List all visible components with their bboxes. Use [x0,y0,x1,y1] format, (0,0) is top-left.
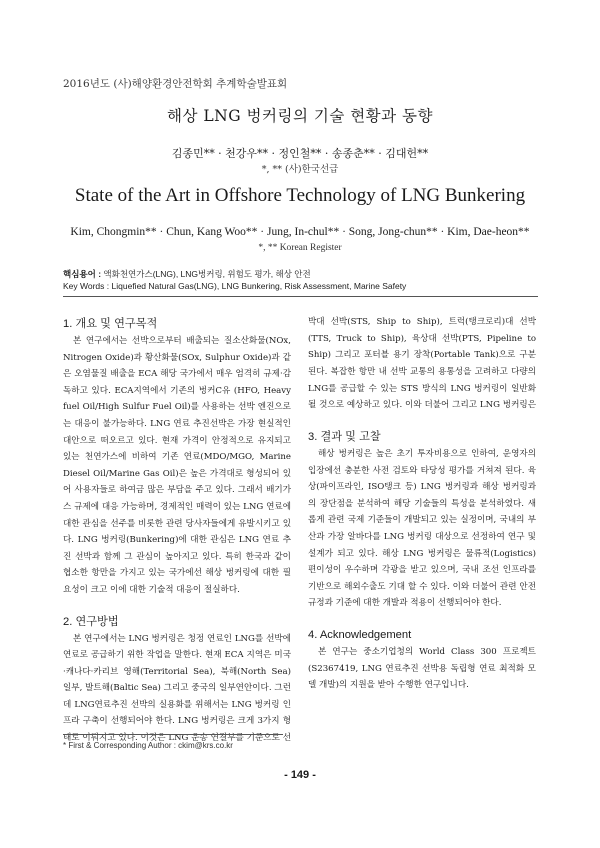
section-1-heading: 1. 개요 및 연구목적 [63,318,158,330]
keywords-korean [63,268,543,280]
left-column [63,315,291,747]
keywords-english [63,281,543,291]
section-2-heading: 2. 연구방법 [63,615,119,628]
english-affiliation: *, ** Korean Register [258,243,342,253]
english-title: State of the Art in Offshore Technology of LNG Bunkering [74,185,526,206]
keywords-english-text: Liquefied Natural Gas(LNG), LNG Bunkering, Risk Assessment, Marine Safety [111,281,407,291]
korean-authors: 김종민** · 천강우** · 정인철** · 송종춘** · 김대헌** [171,147,429,160]
section-4-body: 본 연구는 중소기업청의 World Class 300 프로젝트(S2367419, LNG 연료추진 선박용 독립형 연료 최적화 모델 개발)의 지원을 받아 수행한 연구입니다. [308,646,536,691]
section-4-heading: 4. Acknowledgement [308,628,412,641]
footnote-divider [63,734,283,735]
keywords-english-label: Key Words : [63,281,110,291]
header-divider [63,296,538,297]
conference-header: 2016년도 (사)해양환경안전학회 추계학술발표회 [63,78,288,90]
section-3-heading: 3. 결과 및 고찰 [308,431,381,443]
section-1-body: 본 연구에서는 선박으로부터 배출되는 질소산화물(NOx, Nitrogen Oxide)과 황산화물(SOx, Sulphur Oxide)과 같은 오염물질 배출을 ECA 해당 국가에서 매우 엄격히 규제·감독하고 있다. ECA지역에서 기존의 벙커C유 (HFO, Heavy fuel Oil/High Sulfur Fuel Oil)를 사용하는 선박 엔진으로는 대응이 불가능하다. LNG 연료 추진선박은 가장 현실적인 대안으로 떠오르고 있다. 현재 가격이 안정적으로 유지되고 있는 천연가스에 비하여 기존 연료(MDO/MGO, Marine Diesel Oil/Marine Gas Oil)은 높은 가격대로 형성되어 있어 사용자들로 하여금 많은 부담을 주고 있다. 그래서 배기가스 규제에 대응 가능하며, 경제적인 매력이 있는 LNG 연료에 대한 관심을 선주를 비롯한 관련 당사자들에게 유발시키고 있다. LNG 벙커링(Bunkering)에 대한 관심은 LNG 연료 추진 선박과 함께 그 관심이 높아지고 있다. 특히 한국과 같이 협소한 항만을 가지고 있는 국가에선 해상 벙커링에 대한 필요성이 크고 이에 대한 기술적 대응이 절실하다. [63,336,291,595]
right-column [308,315,536,694]
keywords-korean-label: 핵심용어 : [63,269,102,279]
section-2-body: 본 연구에서는 LNG 벙커링은 청정 연료인 LNG를 선박에 연료로 공급하기 위한 작업을 말한다. 현재 ECA 지역은 미국·캐나다·카리브 영해(Territorial Sea), 북해(North Sea) 일부, 발트해(Baltic Sea) 그리고 중국의 일부연안이다. 그런데 LNG연료추진 선박의 실용화를 위해서는 LNG 벙커링 인프라 구축이 선행되어야 한다. LNG 벙커링은 크게 3가지 형태로 이뤄지고 있다. 이것은 LNG 운송 연결부를 기준으로 선 [63,633,291,744]
footnote: * First & Corresponding Author : ckim@krs.co.kr [63,741,233,750]
korean-title: 해상 LNG 벙커링의 기술 현황과 동향 [166,107,434,125]
section-2-body-continued [308,315,536,414]
section-3-body: 해상 벙커링은 높은 초기 투자비용으로 인하여, 운영자의 입장에선 충분한 사전 검토와 타당성 평가를 거쳐져 된다. 육상(파이프라인, ISO탱크 등) LNG 벙커링과 해상 벙커링과의 장단점을 분석하여 해당 기술들의 특성을 분석하였다. 새롭게 관련 국제 기준들이 개발되고 있는 실정이며, 국내의 부산과 가장 알바다를 LNG 벙커링 대상으로 선정하여 연구 및 설계가 되고 있다. 해상 LNG 벙커링은 물류적(Logistics) 편이성이 우수하며 각광을 받고 있으며, 국내 조선 인프라를 기반으로 해외수출도 기대 할 수 있다. 이와 더불어 관련 안전규정과 기준에 대한 개발과 적용이 선행되어야 한다. [308,449,536,609]
page-number: - 149 - [284,769,316,781]
section-2-body-continued-text: 박대 선박(STS, Ship to Ship), 트럭(탱크로리)대 선박(TTS, Truck to Ship), 육상대 선박(PTS, Pipeline to Ship) 그리고 포터블 용기 장착(Portable Tank)으로 구분된다. 복잡한 항만 내 선박 교통의 용통성을 고려하고 다량의 LNG를 공급할 수 있는 STS 방식의 LNG 벙커링이 일반화될 것으로 예상하고 있다. 이와 더불어 그리고 LNG 벙커링은 [308,317,536,411]
english-authors: Kim, Chongmin** · Chun, Kang Woo** · Jung, In-chul** · Song, Jong-chun** · Kim, Dae-heon** [70,226,530,238]
korean-affiliation: *, ** (사)한국선급 [261,164,339,175]
keywords-korean-text: 액화천연가스(LNG), LNG벙커링, 위험도 평가, 해상 안전 [103,269,311,279]
